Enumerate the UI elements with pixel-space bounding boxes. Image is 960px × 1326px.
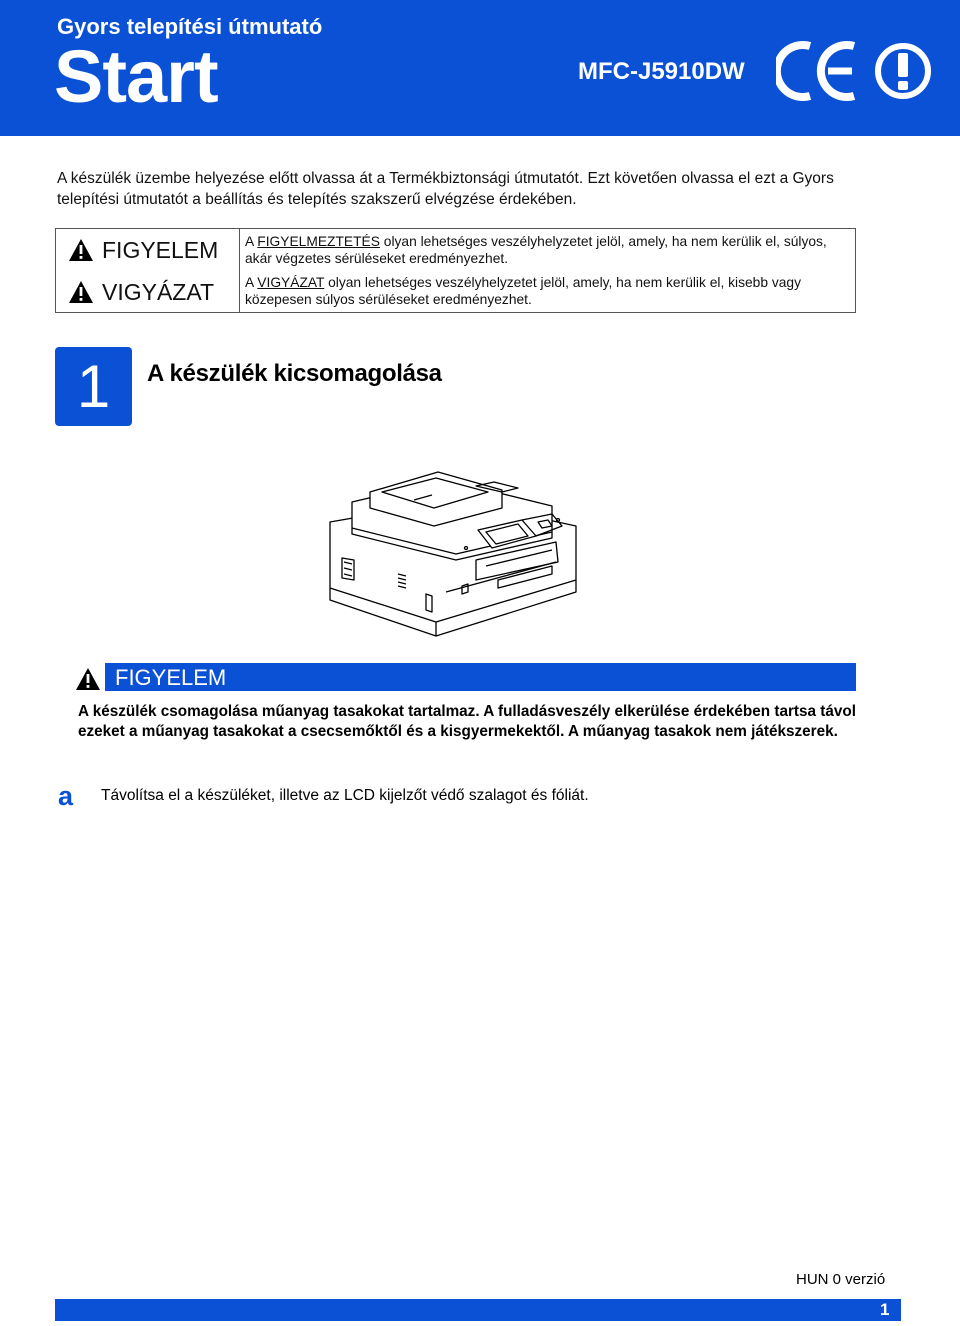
substep-letter: a [58, 781, 74, 811]
warning-banner [55, 663, 856, 691]
substep-text: Távolítsa el a készüléket, illetve az LCD kijelzőt védő szalagot és fóliát. [101, 787, 589, 804]
warning-banner-label: FIGYELEM [115, 665, 227, 690]
caution-triangle-icon [68, 280, 94, 304]
table-divider [239, 229, 240, 312]
model-number: MFC-J5910DW [578, 58, 745, 85]
step-title: A készülék kicsomagolása [147, 360, 442, 387]
caution-label [68, 277, 214, 307]
step-number-badge: 1 [55, 347, 132, 426]
warning-label [68, 235, 218, 265]
caution-description [245, 274, 851, 308]
document-title: Start [54, 35, 218, 118]
footer-version: HUN 0 verzió [796, 1271, 886, 1288]
footer-bar [55, 1299, 901, 1321]
document-subtitle: Gyors telepítési útmutató [57, 14, 323, 39]
warning-desc-term: FIGYELMEZTETÉS [257, 234, 380, 249]
intro-paragraph: A készülék üzembe helyezése előtt olvassa át a Termékbiztonsági útmutatót. Ezt követően olvassa el ezt a Gyors telepítési útmutatót a beállítás és telepítés szakszerű elvégzése érdekében. [57, 170, 834, 208]
hazard-legend-table [55, 228, 856, 313]
caution-desc-rest: olyan lehetséges veszélyhelyzetet jelöl, amely, ha nem kerülik el, kisebb vagy közepesen súlyos sérüléseket eredményezhet. [245, 275, 801, 307]
warning-desc-prefix: A [245, 234, 258, 249]
warning-triangle-icon [68, 238, 94, 262]
warning-description [245, 233, 851, 267]
caution-desc-term: VIGYÁZAT [257, 275, 325, 290]
warning-desc-rest: olyan lehetséges veszélyhelyzetet jelöl, amely, ha nem kerülik el, súlyos, akár végzetes sérüléseket eredményezhet. [245, 234, 827, 266]
header-banner [0, 0, 960, 136]
ce-mark-icon [776, 40, 858, 102]
page-number: 1 [880, 1300, 890, 1319]
alert-circle-icon [874, 42, 932, 100]
caution-label-text: VIGYÁZAT [102, 278, 215, 305]
warning-text: A készülék csomagolása műanyag tasakokat tartalmaz. A fulladásveszély elkerülése érdekében tartsa távol ezeket a műanyag tasakokat a csecsemőktől és a kisgyermekektől. A műanyag tasakok nem játékszerek. [78, 703, 856, 740]
caution-desc-prefix: A [245, 275, 258, 290]
printer-illustration [326, 462, 584, 638]
warning-triangle-icon [75, 667, 101, 691]
warning-label-text: FIGYELEM [102, 236, 219, 263]
